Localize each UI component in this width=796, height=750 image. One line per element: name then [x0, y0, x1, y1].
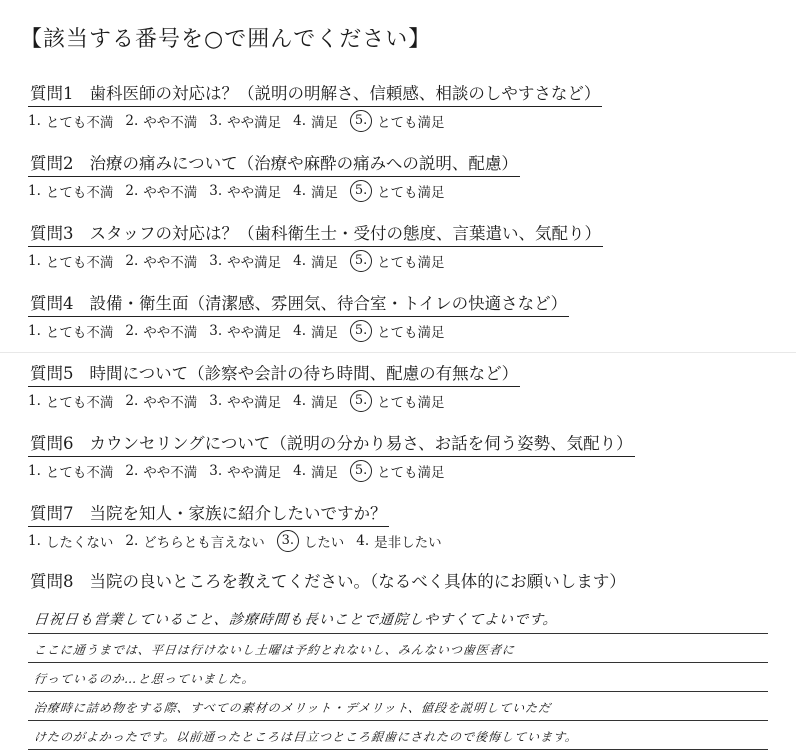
question-2	[28, 150, 788, 202]
option-label: とても満足	[377, 325, 445, 341]
selected-option-circle: 5.	[350, 320, 372, 342]
answer-option[interactable]	[125, 531, 264, 551]
answer-option[interactable]	[209, 111, 281, 131]
selected-option-circle: 3.	[277, 530, 299, 552]
handwritten-text: けたのがよかったです。以前通ったところは目立つところ銀歯にされたので後悔しています。	[33, 730, 579, 744]
option-number: 3.	[209, 463, 223, 479]
answer-option[interactable]	[209, 461, 281, 481]
question-number: 質問1	[30, 84, 74, 103]
option-label: とても不満	[45, 185, 114, 201]
option-number: 4.	[293, 253, 307, 269]
answer-option[interactable]	[28, 181, 113, 201]
answer-option[interactable]	[350, 320, 445, 342]
option-label: やや満足	[227, 395, 282, 411]
option-label: とても不満	[45, 465, 114, 481]
answer-option[interactable]	[350, 110, 445, 132]
answer-option[interactable]	[209, 181, 281, 201]
selected-option-circle: 5.	[350, 110, 372, 132]
option-label: とても満足	[377, 255, 445, 271]
option-number: 3.	[209, 253, 223, 269]
option-number: 2.	[125, 393, 139, 409]
answer-option[interactable]	[209, 251, 281, 271]
question-8-title	[28, 568, 628, 594]
option-label: やや満足	[227, 115, 282, 131]
answer-line	[28, 605, 768, 634]
option-label: 満足	[311, 185, 339, 201]
question-text: 当院を知人・家族に紹介したいですか？	[89, 504, 387, 523]
option-label: とても満足	[377, 185, 445, 201]
free-answer-area[interactable]	[28, 605, 768, 750]
answer-line	[28, 634, 768, 663]
option-number: 2.	[125, 253, 139, 269]
option-label: やや不満	[143, 325, 198, 341]
option-label: したくない	[45, 535, 114, 551]
handwritten-text: 日祝日も営業していること、診療時間も長いことで通院しやすくてよいです。	[33, 612, 559, 628]
answer-option[interactable]	[125, 391, 197, 411]
answer-line	[28, 692, 768, 721]
option-label: やや不満	[143, 395, 198, 411]
answer-option[interactable]	[350, 250, 445, 272]
option-label: したい	[303, 535, 345, 551]
option-number: 4.	[293, 183, 307, 199]
option-number: 4.	[293, 323, 307, 339]
question-number: 質問6	[30, 434, 74, 453]
answer-option[interactable]	[277, 530, 345, 552]
option-label: やや満足	[227, 185, 282, 201]
question-text: 治療の痛みについて（治療や麻酔の痛みへの説明、配慮）	[89, 154, 518, 173]
option-label: とても満足	[377, 115, 445, 131]
option-number: 2.	[125, 183, 139, 199]
answer-option[interactable]	[293, 461, 338, 481]
question-title	[28, 290, 569, 317]
option-label: やや不満	[143, 185, 198, 201]
option-number: 4.	[356, 533, 370, 549]
question-5	[28, 360, 788, 412]
option-row	[28, 180, 788, 202]
question-number: 質問5	[30, 364, 74, 383]
paper-crease	[0, 352, 796, 353]
option-number: 2.	[125, 533, 139, 549]
option-label: やや満足	[227, 255, 282, 271]
answer-option[interactable]	[209, 321, 281, 341]
option-label: 満足	[311, 255, 339, 271]
option-row	[28, 320, 788, 342]
selected-option-circle: 5.	[350, 390, 372, 412]
question-text: スタッフの対応は？（歯科衛生士・受付の態度、言葉遣い、気配り）	[89, 224, 601, 243]
question-number: 質問7	[30, 504, 74, 523]
option-number: 2.	[125, 323, 139, 339]
option-label: やや不満	[143, 255, 198, 271]
answer-option[interactable]	[125, 181, 197, 201]
answer-option[interactable]	[28, 391, 113, 411]
answer-option[interactable]	[125, 111, 197, 131]
option-number: 1.	[28, 393, 41, 409]
option-label: やや不満	[143, 465, 198, 481]
question-title	[28, 220, 603, 247]
option-number: 4.	[293, 113, 307, 129]
answer-option[interactable]	[125, 321, 197, 341]
question-number: 質問8	[30, 572, 74, 591]
option-label: 満足	[311, 115, 339, 131]
question-3	[28, 220, 788, 272]
option-number: 1.	[28, 323, 41, 339]
question-title	[28, 150, 520, 177]
answer-option[interactable]	[293, 181, 338, 201]
question-text: 歯科医師の対応は？（説明の明解さ、信頼感、相談のしやすさなど）	[89, 84, 601, 103]
answer-option[interactable]	[125, 461, 197, 481]
question-1	[28, 80, 788, 132]
question-number: 質問3	[30, 224, 74, 243]
option-row	[28, 530, 788, 552]
option-label: とても満足	[377, 465, 445, 481]
handwritten-text: ここに通うまでは、平日は行けないし土曜は予約とれないし、みんないつ歯医者に	[33, 643, 516, 657]
question-title	[28, 80, 602, 107]
answer-option[interactable]	[28, 461, 113, 481]
question-title	[28, 500, 389, 527]
selected-option-circle: 5.	[350, 180, 372, 202]
option-label: とても満足	[377, 395, 445, 411]
option-number: 1.	[28, 183, 41, 199]
answer-option[interactable]	[356, 531, 441, 551]
option-label: 満足	[311, 325, 339, 341]
question-text: 当院の良いところを教えてください。（なるべく具体的にお願いします）	[89, 572, 626, 591]
option-label: やや満足	[227, 465, 282, 481]
option-number: 3.	[209, 323, 223, 339]
option-label: とても不満	[45, 255, 114, 271]
question-number: 質問2	[30, 154, 74, 173]
option-label: やや不満	[143, 115, 198, 131]
answer-option[interactable]	[350, 460, 445, 482]
option-number: 4.	[293, 463, 307, 479]
question-7	[28, 500, 788, 552]
handwritten-text: 治療時に詰め物をする際、すべての素材のメリット・デメリット、値段を説明していただ	[33, 701, 552, 715]
answer-option[interactable]	[28, 321, 113, 341]
selected-option-circle: 5.	[350, 460, 372, 482]
answer-option[interactable]	[293, 251, 338, 271]
option-number: 3.	[209, 113, 223, 129]
answer-option[interactable]	[293, 321, 338, 341]
instruction-header: 【該当する番号を○で囲んでください】	[20, 27, 432, 52]
option-label: とても不満	[45, 115, 114, 131]
option-number: 1.	[28, 253, 41, 269]
selected-option-circle: 5.	[350, 250, 372, 272]
question-text: カウンセリングについて（説明の分かり易さ、お話を伺う姿勢、気配り）	[89, 434, 633, 453]
answer-option[interactable]	[293, 391, 338, 411]
answer-option[interactable]	[350, 180, 445, 202]
answer-option[interactable]	[293, 111, 338, 131]
option-row	[28, 110, 788, 132]
option-number: 1.	[28, 113, 41, 129]
option-number: 3.	[209, 183, 223, 199]
answer-line	[28, 663, 768, 692]
option-label: とても不満	[45, 325, 114, 341]
answer-option[interactable]	[28, 531, 113, 551]
question-text: 時間について（診察や会計の待ち時間、配慮の有無など）	[89, 364, 519, 383]
answer-option[interactable]	[209, 391, 281, 411]
option-number: 2.	[125, 113, 139, 129]
option-row	[28, 460, 788, 482]
answer-option[interactable]	[28, 111, 113, 131]
question-4	[28, 290, 788, 342]
option-number: 1.	[28, 533, 41, 549]
option-row	[28, 390, 788, 412]
question-number: 質問4	[30, 294, 74, 313]
question-title	[28, 430, 635, 457]
option-row	[28, 250, 788, 272]
answer-option[interactable]	[28, 251, 113, 271]
question-text: 設備・衛生面（清潔感、雰囲気、待合室・トイレの快適さなど）	[89, 294, 568, 313]
option-label: 満足	[311, 395, 339, 411]
option-label: どちらとも言えない	[143, 535, 265, 551]
answer-line	[28, 721, 768, 750]
question-8	[28, 568, 788, 594]
option-label: 満足	[311, 465, 339, 481]
option-label: とても不満	[45, 395, 114, 411]
option-label: 是非したい	[374, 535, 442, 551]
handwritten-text: 行っているのか…と思っていました。	[33, 672, 256, 686]
question-title	[28, 360, 520, 387]
question-6	[28, 430, 788, 482]
option-number: 2.	[125, 463, 139, 479]
option-number: 1.	[28, 463, 41, 479]
option-number: 3.	[209, 393, 223, 409]
option-number: 4.	[293, 393, 307, 409]
option-label: やや満足	[227, 325, 282, 341]
answer-option[interactable]	[350, 390, 445, 412]
answer-option[interactable]	[125, 251, 197, 271]
